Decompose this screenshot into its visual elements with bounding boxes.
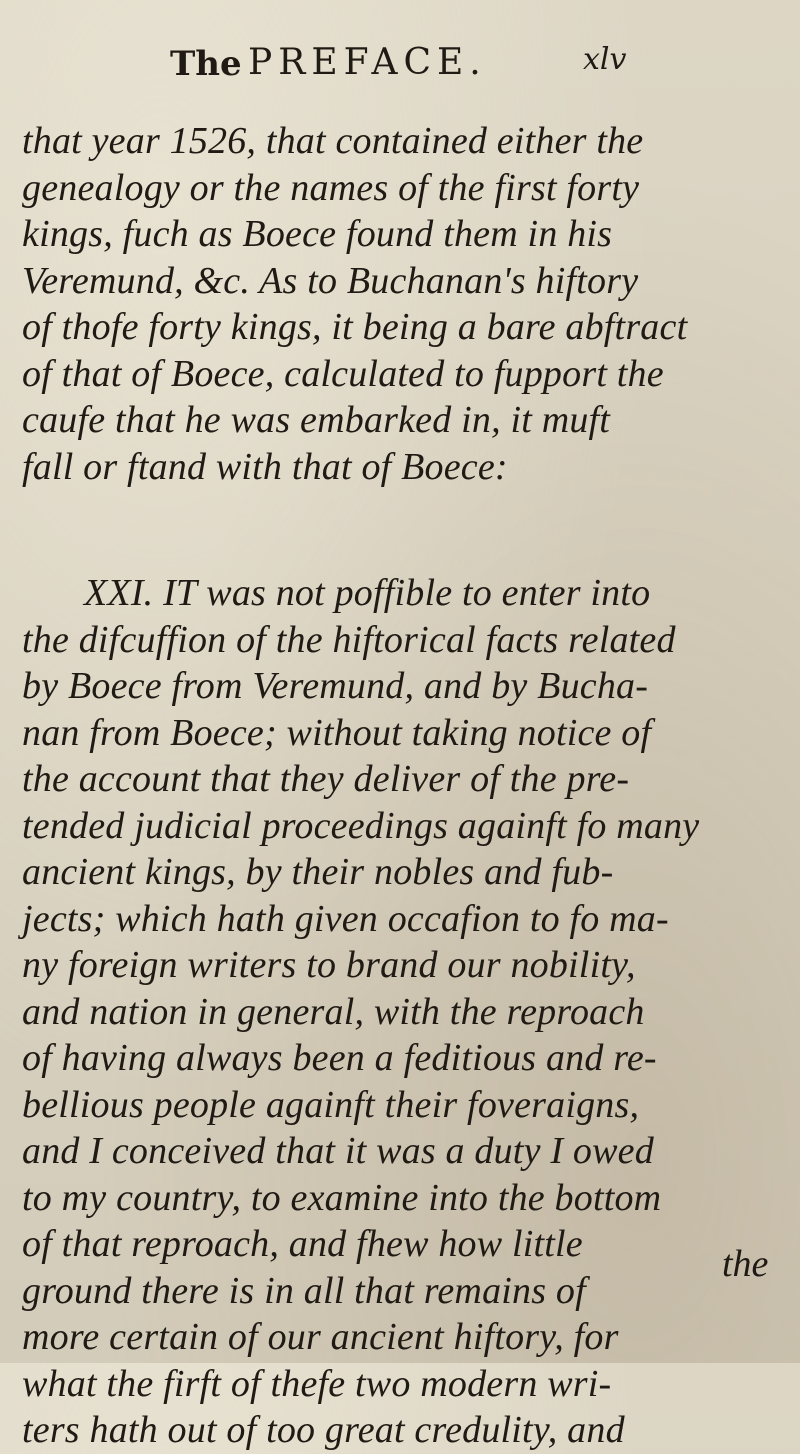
paragraph-1	[22, 118, 792, 490]
text-line: of thofe forty kings, it being a bare abftract	[22, 306, 688, 348]
catchword: the	[722, 1243, 769, 1285]
text-line: fall or ftand with that of Boece:	[22, 445, 508, 488]
text-line: nan from Boece; without taking notice of	[22, 711, 652, 754]
text-line: kings, fuch as Boece found them in his	[22, 213, 613, 255]
text-line: the difcuffion of the hiftorical facts related	[22, 618, 676, 661]
text-line: genealogy or the names of the first forty	[22, 166, 640, 209]
text-line: and I conceived that it was a duty I owed	[22, 1130, 654, 1172]
text-line: that year 1526, that contained either the	[22, 120, 644, 162]
text-line: ny foreign writers to brand our nobility,	[22, 944, 636, 986]
paragraph-gap	[22, 490, 792, 570]
text-line: ground there is in all that remains of	[22, 1269, 586, 1312]
text-line: XXI. IT was not poffible to enter into	[84, 572, 651, 614]
text-line: of that of Boece, calculated to fupport the	[22, 352, 664, 395]
paragraph-2	[22, 570, 792, 1454]
text-line: tended judicial proceedings againft fo many	[22, 804, 700, 847]
text-line: ancient kings, by their nobles and fub-	[22, 851, 614, 893]
text-line: the account that they deliver of the pre-	[22, 758, 630, 800]
text-line: to my country, to examine into the bottom	[22, 1176, 662, 1219]
body-text	[22, 118, 792, 1454]
text-line: bellious people againft their foveraigns,	[22, 1083, 640, 1126]
text-line: jects; which hath given occafion to fo ma-	[22, 897, 669, 940]
text-line: caufe that he was embarked in, it muft	[22, 399, 611, 441]
text-line: and nation in general, with the reproach	[22, 990, 645, 1033]
text-line: what the firft of thefe two modern wri-	[22, 1362, 612, 1405]
text-line: Veremund, &c. As to Buchanan's hiftory	[22, 259, 639, 302]
page-number: xlv	[583, 42, 627, 77]
text-line: more certain of our ancient hiftory, for	[22, 1316, 619, 1358]
text-line: by Boece from Veremund, and by Bucha-	[22, 665, 649, 707]
running-head	[0, 28, 800, 88]
text-line: ters hath out of too great credulity, and	[22, 1409, 625, 1451]
running-head-the: The	[170, 44, 242, 84]
running-head-title: PREFACE.	[248, 42, 487, 83]
text-line: of that reproach, and fhew how little	[22, 1223, 583, 1265]
text-line: of having always been a feditious and re-	[22, 1037, 657, 1079]
